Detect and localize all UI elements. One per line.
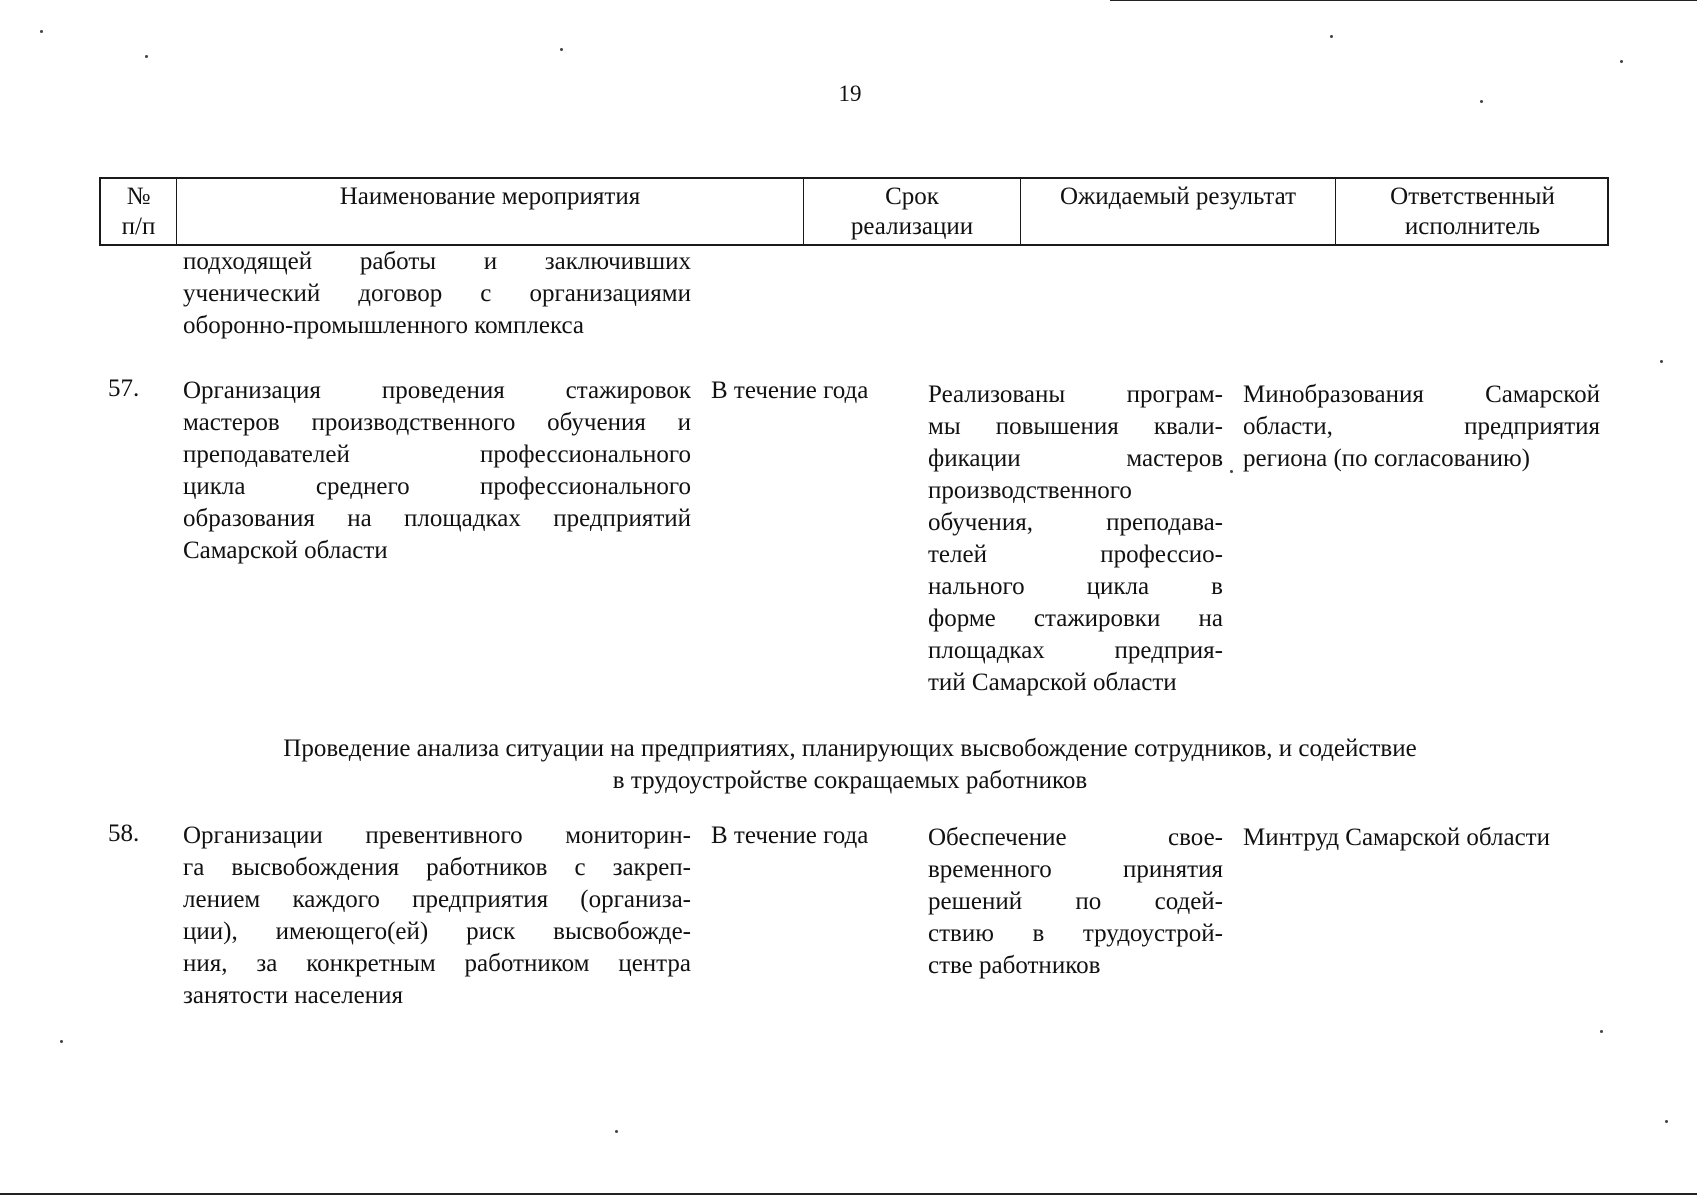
table-header [99, 177, 1609, 246]
header-responsible: Ответственный исполнитель [1335, 179, 1609, 244]
section-heading: Проведение анализа ситуации на предприятиях, планирующих высвобождение сотрудников, и содействие в трудоустройстве сокращаемых работников [283, 735, 1417, 794]
row-result: Обеспечение свое- временного принятия решений по содей- ствию в трудоустрой- стве работников [928, 824, 1223, 979]
bottom-edge-line [0, 1193, 1697, 1195]
top-edge-line [1110, 0, 1697, 1]
header-result: Ожидаемый результат [1020, 179, 1335, 244]
row-responsible: Минтруд Самарской области [1243, 824, 1550, 851]
row-number: 57. [108, 375, 140, 402]
header-term: Срок реализации [803, 179, 1020, 244]
row-term: В течение года [711, 822, 869, 849]
continued-row-name: подходящей работы и заключивших ученический договор с организациями оборонно-промышленного комплекса [183, 248, 691, 339]
row-name: Организация проведения стажировок мастеров производственного обучения и преподавателей профессионального цикла среднего профессионального образования на площадках предприятий Самарской области [183, 377, 691, 564]
page-number: 19 [838, 81, 862, 106]
row-term: В течение года [711, 377, 869, 404]
row-result: Реализованы програм- мы повышения квали- фикации мастеров производственного обучения, преподава- телей профессио- нального цикла в форме стажировки на площадках предприя- тий Самарской области [928, 381, 1223, 696]
row-name: Организации превентивного мониторин- га высвобождения работников с закреп- лением каждого предприятия (организа- ции), имеющего(ей) риск высвобожде- ния, за конкретным работником центра занятости населения [183, 822, 691, 1009]
header-name: Наименование мероприятия [176, 179, 803, 244]
row-number: 58. [108, 820, 140, 847]
header-number: № п/п [121, 183, 156, 240]
row-responsible: Минобразования Самарской области, предприятия региона (по согласованию) [1243, 381, 1600, 472]
